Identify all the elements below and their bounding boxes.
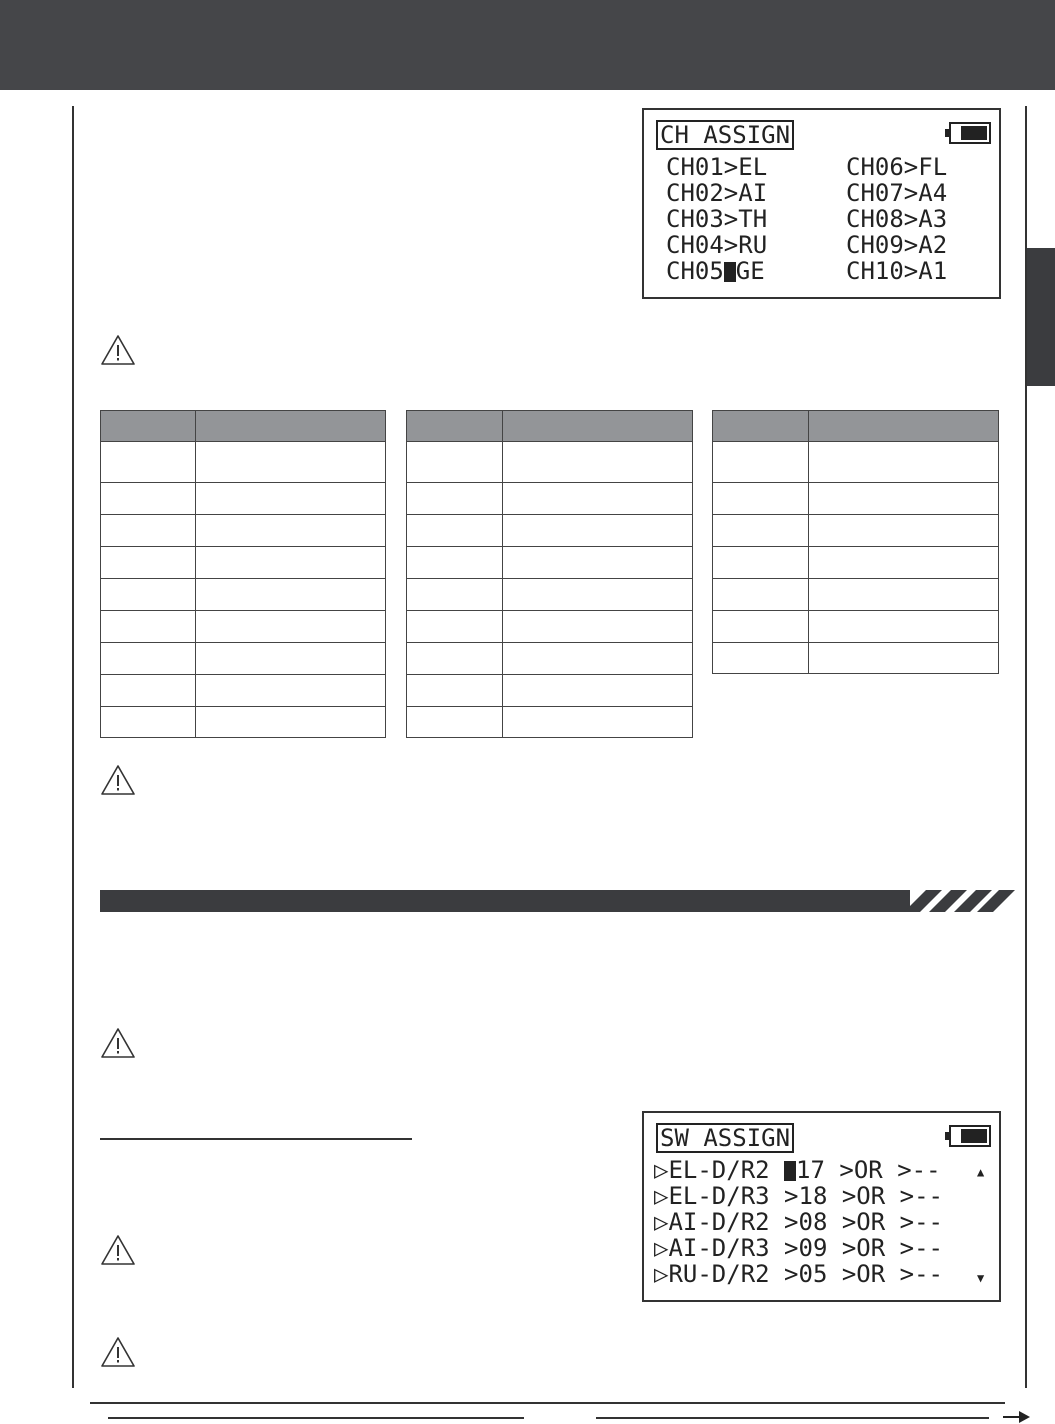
table-row (101, 643, 386, 675)
sw-row-value: 17 (796, 1156, 825, 1184)
right-margin-line (1025, 106, 1027, 1388)
channel-table-1 (100, 410, 386, 738)
table-row (101, 483, 386, 515)
table-row (407, 515, 693, 547)
warning-icon (100, 1234, 136, 1266)
left-margin-line (72, 106, 74, 1388)
footer-rule (90, 1402, 1005, 1404)
table-row (713, 643, 999, 674)
ch-row: CH09>A2 (846, 231, 948, 259)
table-row (407, 675, 693, 707)
channel-table-3 (712, 410, 999, 674)
ch-row: CH07>A4 (846, 179, 948, 207)
table-header-row (407, 411, 693, 442)
ch-row: CH02>AI (666, 179, 768, 207)
channel-table-2 (406, 410, 693, 738)
table-row (407, 643, 693, 675)
ch-row-selected (666, 258, 765, 284)
table-row (101, 579, 386, 611)
table-row (101, 707, 386, 738)
warning-icon (100, 764, 136, 796)
ch-row: CH01>EL (666, 153, 768, 181)
sw-row: ▷AI-D/R3 >09 >OR >-- (654, 1234, 943, 1262)
sw-row-prefix: ▷EL-D/R2 (654, 1156, 785, 1184)
table-row (407, 707, 693, 738)
table-row (101, 675, 386, 707)
warning-icon (100, 1336, 136, 1368)
table-row (713, 579, 999, 611)
ch-row: CH08>A3 (846, 205, 948, 233)
table-row (713, 483, 999, 515)
table-row (407, 611, 693, 643)
side-tab (1025, 248, 1055, 386)
footer-rule-left (108, 1417, 524, 1419)
ch-assign-title: CH ASSIGN (656, 120, 794, 150)
section-heading-bar (100, 890, 910, 912)
table-header-row (101, 411, 386, 442)
ch-row-prefix: CH05 (666, 257, 724, 285)
arrow-right-icon[interactable] (1003, 1410, 1031, 1424)
table-row (407, 442, 693, 483)
table-row (101, 547, 386, 579)
sw-row: ▷RU-D/R2 >05 >OR >-- (654, 1260, 943, 1288)
cursor-block (784, 1161, 796, 1181)
ch-row: CH06>FL (846, 153, 948, 181)
table-row (101, 515, 386, 547)
sw-row: ▷EL-D/R3 >18 >OR >-- (654, 1182, 943, 1210)
table-row (713, 547, 999, 579)
table-row (407, 579, 693, 611)
table-row (713, 515, 999, 547)
scroll-up-arrow-icon[interactable]: ▲ (977, 1165, 985, 1179)
subheading-underline (100, 1138, 412, 1140)
table-row (713, 442, 999, 483)
sw-row-suffix: >OR >-- (824, 1156, 941, 1184)
ch-row: CH10>A1 (846, 257, 948, 285)
ch-row: CH03>TH (666, 205, 768, 233)
table-row (713, 611, 999, 643)
header-bar (0, 0, 1055, 90)
warning-icon (100, 334, 136, 366)
scroll-down-arrow-icon[interactable]: ▼ (977, 1271, 985, 1285)
table-row (101, 442, 386, 483)
footer-rule-right (596, 1417, 989, 1419)
table-header-row (713, 411, 999, 442)
table-row (407, 483, 693, 515)
sw-row-selected (654, 1157, 941, 1183)
ch-assign-screen (642, 108, 1001, 299)
battery-icon (949, 1125, 991, 1147)
sw-assign-screen (642, 1111, 1001, 1302)
battery-icon (949, 122, 991, 144)
table-row (101, 611, 386, 643)
warning-icon (100, 1027, 136, 1059)
table-row (407, 547, 693, 579)
sw-assign-title: SW ASSIGN (656, 1123, 794, 1153)
ch-row-suffix: GE (735, 257, 765, 285)
cursor-block (724, 262, 736, 282)
sw-row: ▷AI-D/R2 >08 >OR >-- (654, 1208, 943, 1236)
ch-row: CH04>RU (666, 231, 768, 259)
